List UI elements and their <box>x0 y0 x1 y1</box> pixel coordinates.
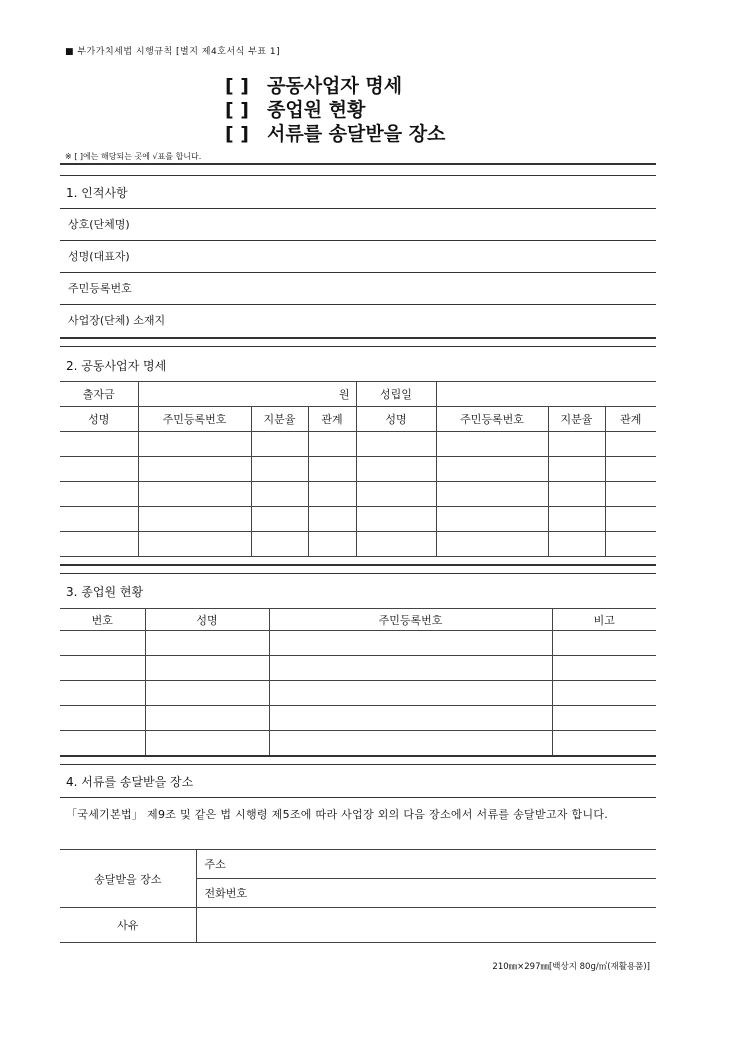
table-row <box>60 706 656 731</box>
check-note: ※ [ ]에는 해당되는 곳에 √표를 합니다. <box>65 152 202 161</box>
divider <box>60 240 656 241</box>
field-representative[interactable]: 성명(대표자) <box>68 250 130 263</box>
divider <box>60 764 656 765</box>
table-row <box>60 432 656 457</box>
est-date-label: 성립일 <box>356 382 436 407</box>
divider <box>60 304 656 305</box>
title-line-employees: [ ] 종업원 현황 <box>225 99 366 121</box>
divider <box>60 755 656 757</box>
header-remarks: 비고 <box>552 609 656 631</box>
section3-title: 3. 종업원 현황 <box>66 585 144 599</box>
partners-table <box>60 381 656 557</box>
table-row <box>60 631 656 656</box>
header-name: 성명 <box>356 407 436 432</box>
title-line-delivery: [ ] 서류를 송달받을 장소 <box>225 123 446 145</box>
header-share: 지분율 <box>548 407 605 432</box>
table-row <box>60 507 656 532</box>
header-share: 지분율 <box>251 407 308 432</box>
form-title <box>225 74 445 146</box>
header-name: 성명 <box>60 407 138 432</box>
capital-input[interactable]: 원 <box>138 382 356 407</box>
table-row <box>60 532 656 557</box>
divider <box>60 272 656 273</box>
header-resident-number: 주민등록번호 <box>269 609 552 631</box>
header-relation: 관계 <box>605 407 656 432</box>
divider <box>60 337 656 339</box>
field-resident-number[interactable]: 주민등록번호 <box>68 282 132 295</box>
capital-row <box>60 382 656 407</box>
employees-table <box>60 608 656 756</box>
divider <box>60 163 656 165</box>
est-date-input[interactable] <box>436 382 656 407</box>
header-number: 번호 <box>60 609 145 631</box>
field-business-address[interactable]: 사업장(단체) 소재지 <box>68 314 166 327</box>
employees-header-row <box>60 609 656 631</box>
title-line-partners: [ ] 공동사업자 명세 <box>225 75 403 97</box>
table-row <box>60 482 656 507</box>
divider <box>60 573 656 574</box>
delivery-address-field[interactable]: 주소 <box>196 850 656 879</box>
section4-title: 4. 서류를 송달받을 장소 <box>66 775 194 789</box>
field-company-name[interactable]: 상호(단체명) <box>68 218 130 231</box>
section1-title: 1. 인적사항 <box>66 186 128 200</box>
delivery-table <box>60 849 656 943</box>
divider <box>60 564 656 566</box>
checkbox-employees[interactable]: [ ] <box>225 99 249 121</box>
table-row <box>60 731 656 756</box>
checkbox-delivery[interactable]: [ ] <box>225 123 249 145</box>
table-row <box>60 457 656 482</box>
reason-field[interactable] <box>196 908 656 943</box>
divider <box>60 346 656 347</box>
consent-statement: 「국세기본법」 제9조 및 같은 법 시행령 제5조에 따라 사업장 외의 다음 장소에서 서류를 송달받고자 합니다. <box>66 808 609 821</box>
paper-spec: 210㎜×297㎜[백상지 80g/㎡(재활용품)] <box>492 962 650 972</box>
divider <box>60 797 656 798</box>
table-row <box>60 681 656 706</box>
header-name: 성명 <box>145 609 269 631</box>
delivery-phone-field[interactable]: 전화번호 <box>196 879 656 908</box>
partners-header-row <box>60 407 656 432</box>
divider <box>60 175 656 176</box>
checkbox-partners[interactable]: [ ] <box>225 75 249 97</box>
divider <box>60 208 656 209</box>
form-identifier: ■ 부가가치세법 시행규칙 [별지 제4호서식 부표 1] <box>65 47 281 57</box>
header-resident-number: 주민등록번호 <box>138 407 251 432</box>
capital-label: 출자금 <box>60 382 138 407</box>
table-row <box>60 656 656 681</box>
header-resident-number: 주민등록번호 <box>436 407 548 432</box>
section2-title: 2. 공동사업자 명세 <box>66 359 167 373</box>
delivery-place-label: 송달받을 장소 <box>60 850 196 908</box>
reason-label: 사유 <box>60 908 196 943</box>
header-relation: 관계 <box>308 407 356 432</box>
